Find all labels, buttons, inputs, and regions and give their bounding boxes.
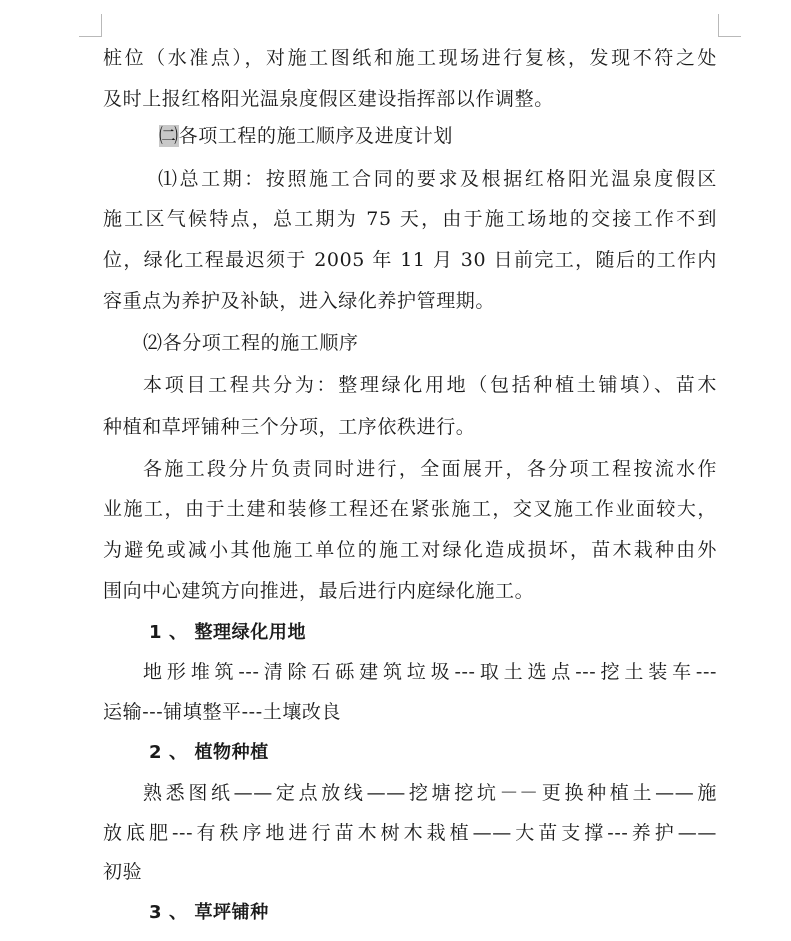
text-line: 位，绿化工程最迟须于 2005 年 11 月 30 日前完工，随后的工作内 (103, 249, 717, 271)
step-heading-3: 3 、 草坪铺种 (149, 902, 269, 923)
text-line: 施工区气候特点，总工期为 75 天，由于施工场地的交接工作不到 (103, 208, 717, 230)
text-line: 各施工段分片负责同时进行，全面展开，各分项工程按流水作 (143, 458, 717, 480)
section-heading-text: 各项工程的施工顺序及进度计划 (178, 125, 454, 147)
text-line: 种植和草坪铺种三个分项，工序依秩进行。 (103, 416, 476, 438)
subsection-heading: ⑵各分项工程的施工顺序 (143, 332, 359, 354)
crop-mark-top-right (718, 14, 741, 37)
text-line: 本项目工程共分为：整理绿化用地（包括种植土铺填）、苗木 (143, 374, 717, 396)
text-line: 初验 (103, 861, 143, 883)
text-line: 为避免或减小其他施工单位的施工对绿化造成损坏，苗木栽种由外 (103, 539, 717, 561)
step-heading-2: 2 、 植物种植 (149, 742, 269, 763)
step-heading-1: 1 、 整理绿化用地 (149, 622, 307, 643)
text-line: 地形堆筑---清除石砾建筑垃圾---取土选点---挖土装车--- (143, 661, 717, 683)
text-line: 熟悉图纸——定点放线——挖塘挖坑－－更换种植土——施 (143, 782, 717, 804)
text-line: 围向中心建筑方向推进，最后进行内庭绿化施工。 (103, 580, 535, 602)
text-line: 放底肥---有秩序地进行苗木树木栽植——大苗支撑---养护—— (103, 822, 717, 844)
text-line: ⑴总工期：按照施工合同的要求及根据红格阳光温泉度假区 (158, 168, 717, 190)
text-line: 业施工，由于土建和装修工程还在紧张施工，交叉施工作业面较大， (103, 498, 717, 520)
text-line: 运输---铺填整平---土壤改良 (103, 701, 342, 723)
section-number-highlight: ㈡ (159, 125, 179, 147)
text-line: 桩位（水准点），对施工图纸和施工现场进行复核，发现不符之处 (103, 47, 717, 69)
section-heading (159, 124, 453, 148)
crop-mark-top-left (79, 14, 102, 37)
text-line: 及时上报红格阳光温泉度假区建设指挥部以作调整。 (103, 88, 554, 110)
text-line: 容重点为养护及补缺，进入绿化养护管理期。 (103, 290, 496, 312)
